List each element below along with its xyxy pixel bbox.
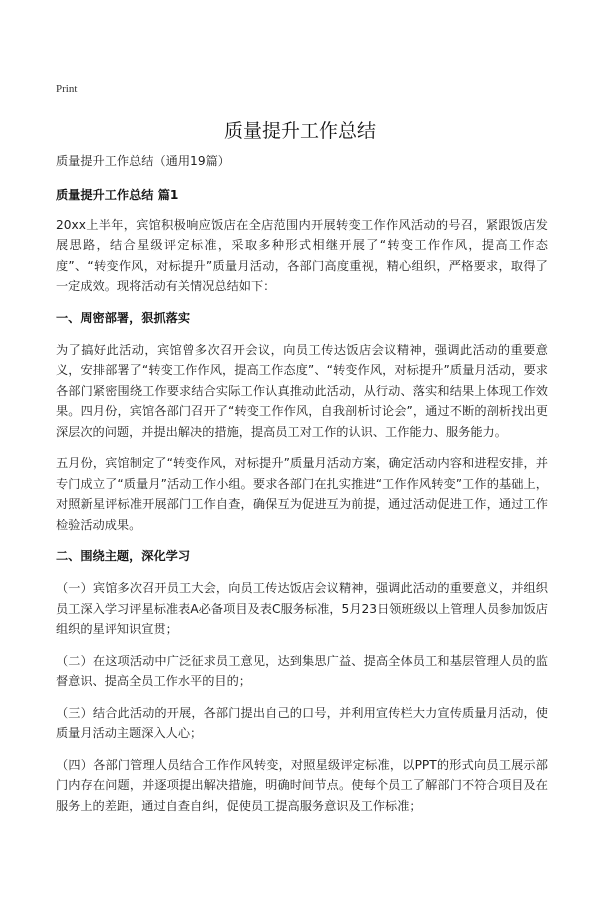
- print-label: Print: [56, 83, 78, 95]
- section2-paragraph-2: （二）在这项活动中广泛征求员工意见，达到集思广益、提高全体员工和基层管理人员的监督意识、提高全员工作水平的目的；: [56, 653, 548, 688]
- intro-paragraph: 20xx上半年，宾馆积极响应饭店在全店范围内开展转变工作作风活动的号召，紧跟饭店发展思路，结合星级评定标准，采取多种形式相继开展了“转变工作作风，提高工作态度”、“转变作风，对标提升”质量月活动，各部门高度重视，精心组织，严格要求，取得了一定成效。现将活动有关情况总结如下：: [56, 217, 548, 293]
- article-heading: 质量提升工作总结 篇1: [56, 187, 179, 202]
- document-title: 质量提升工作总结: [223, 120, 376, 142]
- section1-paragraph-2: 五月份，宾馆制定了“转变作风，对标提升”质量月活动方案，确定活动内容和进程安排，并专门成立了“质量月”活动工作小组。要求各部门在扎实推进“工作作风转变”工作的基础上，对照新星评标准开展部门工作自查，确保互为促进互为前提，通过活动促进工作，通过工作检验活动成果。: [56, 456, 548, 532]
- section2-paragraph-4: （四）各部门管理人员结合工作作风转变，对照星级评定标准，以PPT的形式向员工展示部门内存在问题，并逐项提出解决措施，明确时间节点。使每个员工了解部门不符合项目及在服务上的差距，通过自查自纠，促使员工提高服务意识及工作标准；: [56, 757, 548, 813]
- section1-heading: 一、周密部署，狠抓落实: [56, 310, 191, 325]
- section2-paragraph-3: （三）结合此活动的开展，各部门提出自己的口号，并利用宣传栏大力宣传质量月活动，使质量月活动主题深入人心；: [56, 705, 548, 740]
- section2-heading: 二、围绕主题，深化学习: [56, 549, 191, 563]
- section2-paragraph-1: （一）宾馆多次召开员工大会，向员工传达饭店会议精神，强调此活动的重要意义，并组织员工深入学习评星标准表A必备项目及表C服务标准，5月23日领班级以上管理人员参加饭店组织的星评知识宣贯；: [56, 581, 548, 636]
- section1-paragraph-1: 为了搞好此活动，宾馆曾多次召开会议，向员工传达饭店会议精神，强调此活动的重要意义，安排部署了“转变工作作风，提高工作态度”、“转变作风，对标提升”质量月活动，要求各部门紧密围绕工作要求结合实际工作认真推动此活动，从行动、落实和结果上体现工作效果。四月份，宾馆各部门召开了“转变工作作风，自我剖析讨论会”，通过不断的剖析找出更深层次的问题，并提出解决的措施，提高员工对工作的认识、工作能力、服务能力。: [56, 342, 548, 439]
- document-body: [56, 151, 548, 827]
- document-subtitle: 质量提升工作总结（通用19篇）: [56, 154, 230, 168]
